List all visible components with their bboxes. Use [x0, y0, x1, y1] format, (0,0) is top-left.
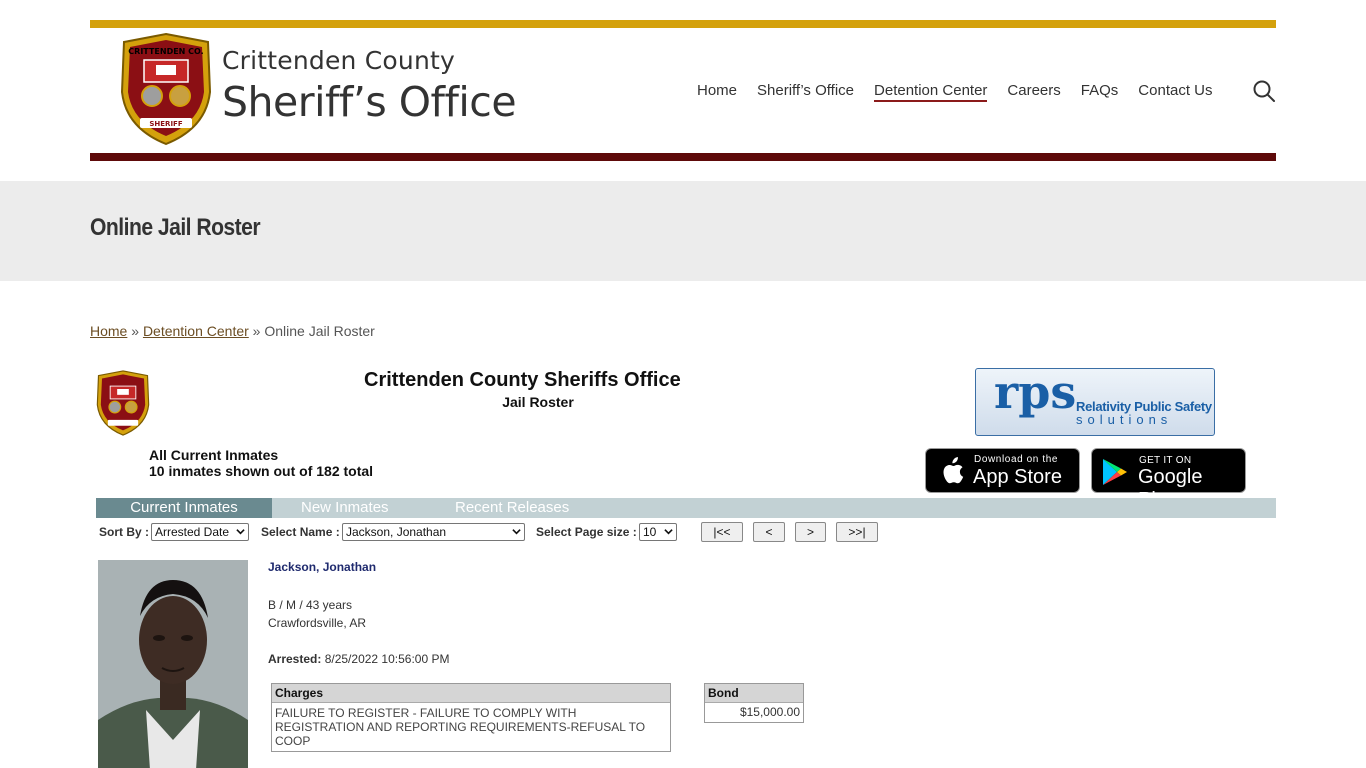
- sort-by-select[interactable]: [151, 523, 249, 541]
- roster-filter-label: All Current Inmates: [149, 447, 279, 463]
- page-size-value: 10: [643, 525, 657, 539]
- select-name-select[interactable]: [342, 523, 525, 541]
- inmate-name-link[interactable]: Jackson, Jonathan: [268, 560, 377, 574]
- tab-new-inmates[interactable]: New Inmates: [301, 499, 389, 516]
- page-title: Online Jail Roster: [90, 214, 261, 241]
- badge-bottom-text: SHERIFF: [149, 120, 183, 128]
- inmate-location: Crawfordsville, AR: [268, 616, 367, 630]
- charges-text: FAILURE TO REGISTER - FAILURE TO COMPLY WITH REGISTRATION AND REPORTING REQUIREMENTS-REFUSAL TO COOP: [275, 706, 646, 748]
- nav-home[interactable]: Home: [697, 82, 738, 99]
- google-play-small-text: GET IT ON: [1139, 455, 1192, 466]
- nav-detention-center[interactable]: Detention Center: [874, 82, 987, 102]
- rps-logo[interactable]: [975, 368, 1215, 436]
- google-play-button[interactable]: [1091, 448, 1246, 493]
- search-icon[interactable]: [1252, 79, 1276, 103]
- chevron-down-icon: [512, 527, 521, 536]
- page-size-label: Select Page size :: [536, 525, 637, 539]
- main-nav: [697, 82, 1213, 102]
- chevron-down-icon: [236, 527, 245, 536]
- bond-table: [704, 683, 804, 723]
- inmate-demographics: B / M / 43 years: [268, 598, 353, 612]
- breadcrumb-home[interactable]: Home: [90, 323, 128, 339]
- first-page-button[interactable]: |<<: [701, 522, 743, 542]
- bond-value: $15,000.00: [739, 705, 800, 719]
- tab-recent-releases[interactable]: Recent Releases: [455, 499, 570, 516]
- header-bottom-stripe: [90, 153, 1276, 161]
- breadcrumb: [90, 323, 375, 339]
- site-title-line2[interactable]: Sheriff’s Office: [222, 78, 517, 126]
- google-play-icon: [1102, 458, 1128, 486]
- breadcrumb-current: Online Jail Roster: [264, 323, 375, 339]
- sheriff-badge-logo[interactable]: [118, 32, 214, 146]
- roster-title: Crittenden County Sheriffs Office: [364, 369, 681, 391]
- charges-table: [271, 683, 671, 752]
- site-title-line1[interactable]: Crittenden County: [222, 46, 455, 75]
- app-store-big-text: App Store: [973, 466, 1062, 488]
- select-name-label: Select Name :: [261, 525, 340, 539]
- nav-contact-us[interactable]: Contact Us: [1138, 82, 1213, 99]
- badge-top-text: CRITTENDEN CO.: [128, 47, 204, 56]
- apple-icon: [939, 457, 965, 485]
- arrested-label: Arrested:: [268, 652, 322, 666]
- tab-current-inmates[interactable]: Current Inmates: [96, 498, 272, 518]
- roster-subtitle: Jail Roster: [502, 394, 574, 410]
- sort-by-value: Arrested Date: [155, 525, 230, 539]
- chevron-down-icon: [664, 527, 673, 536]
- google-play-big-text: Google: [1138, 466, 1203, 488]
- nav-sheriffs-office[interactable]: Sheriff’s Office: [757, 82, 855, 99]
- roster-count: 10 inmates shown out of 182 total: [149, 463, 374, 479]
- next-page-button[interactable]: >: [795, 522, 826, 542]
- app-store-small-text: Download on the: [974, 454, 1059, 465]
- select-name-value: Jackson, Jonathan: [346, 525, 447, 539]
- inmate-photo[interactable]: [98, 560, 248, 768]
- rps-logo-line1: Relativity Public Safety: [1076, 399, 1212, 414]
- header-top-stripe: [90, 20, 1276, 28]
- charges-header: Charges: [272, 684, 670, 703]
- breadcrumb-separator: »: [252, 323, 261, 339]
- sort-by-label: Sort By :: [99, 525, 150, 539]
- breadcrumb-separator: »: [131, 323, 140, 339]
- breadcrumb-detention-center[interactable]: Detention Center: [142, 323, 249, 339]
- inmate-arrested: [268, 652, 449, 666]
- rps-logo-letters: rps: [994, 368, 1077, 419]
- app-store-button[interactable]: [925, 448, 1080, 493]
- arrested-value: 8/25/2022 10:56:00 PM: [324, 652, 450, 666]
- rps-logo-line2: solutions: [1076, 412, 1173, 427]
- roster-tabs: [96, 498, 1276, 518]
- prev-page-button[interactable]: <: [753, 522, 785, 542]
- last-page-button[interactable]: >>|: [836, 522, 878, 542]
- nav-careers[interactable]: Careers: [1007, 82, 1061, 99]
- bond-header: Bond: [705, 684, 803, 703]
- nav-faqs[interactable]: FAQs: [1080, 82, 1119, 99]
- page-size-select[interactable]: [639, 523, 677, 541]
